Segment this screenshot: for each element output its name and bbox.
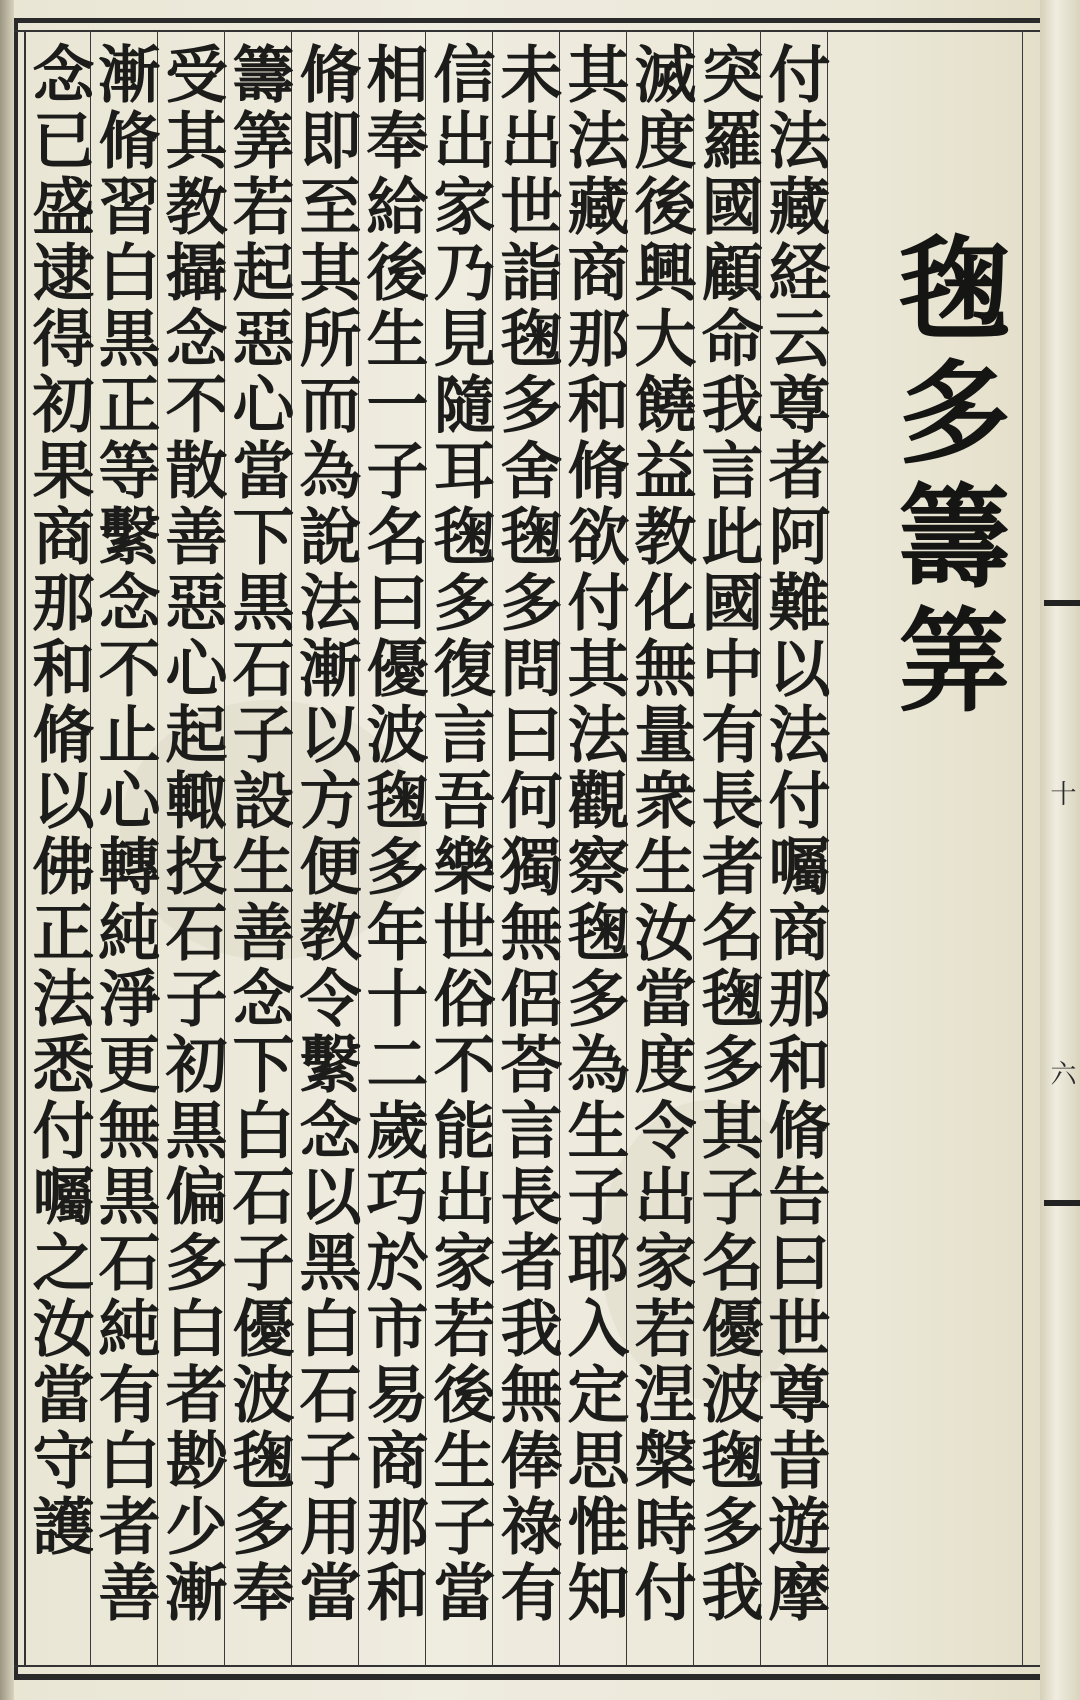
- frame-inner-top-rule: [14, 30, 1060, 33]
- margin-mark: 六: [1046, 1060, 1076, 1086]
- margin-mark: 十: [1046, 780, 1076, 806]
- text-column-12: 念已盛逮得初果商那和脩以佛正法悉付囑之汝當守護: [22, 42, 95, 1560]
- spine-rule: [1044, 1200, 1080, 1206]
- page-edge-shadow: [0, 0, 14, 1700]
- text-column-8: 脩即至其所而為說法漸以方便教令繫念以黑白石子用當: [289, 42, 362, 1626]
- column-rule: [1022, 30, 1023, 1666]
- text-column-6: 信出家乃見隨耳毱多復言吾樂世俗不能出家若後生子當: [423, 42, 496, 1626]
- text-column-4: 其法藏商那和脩欲付其法觀察毱多為生子耶入定思惟知: [557, 42, 630, 1626]
- text-column-9: 籌筭若起惡心當下黒石子設生善念下白石子優波毱多奉: [222, 42, 295, 1626]
- text-column-1: 付法藏経云尊者阿難以法付囑商那和脩告曰世尊昔遊摩: [758, 42, 831, 1626]
- text-column-3: 滅度後興大饒益教化無量衆生汝當度令出家若涅槃時付: [624, 42, 697, 1626]
- book-spine: [1040, 0, 1080, 1700]
- text-column-7: 相奉給後生一子名曰優波毱多年十二歲巧於市易商那和: [356, 42, 429, 1626]
- text-column-11: 漸脩習白黒正等繫念不止心轉純淨更無黒石純有白者善: [88, 42, 161, 1626]
- text-column-5: 未出世詣毱多舍毱多問曰何獨無侶荅言長者我無俸祿有: [490, 42, 563, 1626]
- spine-rule: [1044, 600, 1080, 606]
- text-column-10: 受其教攝念不散善惡心起輙投石子初黒偏多白者尠少漸: [155, 42, 228, 1626]
- frame-inner-bottom-rule: [14, 1665, 1060, 1667]
- section-title: 毱多籌筭: [880, 230, 1011, 726]
- text-column-2: 突羅國顧命我言此國中有長者名毱多其子名優波毱多我: [691, 42, 764, 1626]
